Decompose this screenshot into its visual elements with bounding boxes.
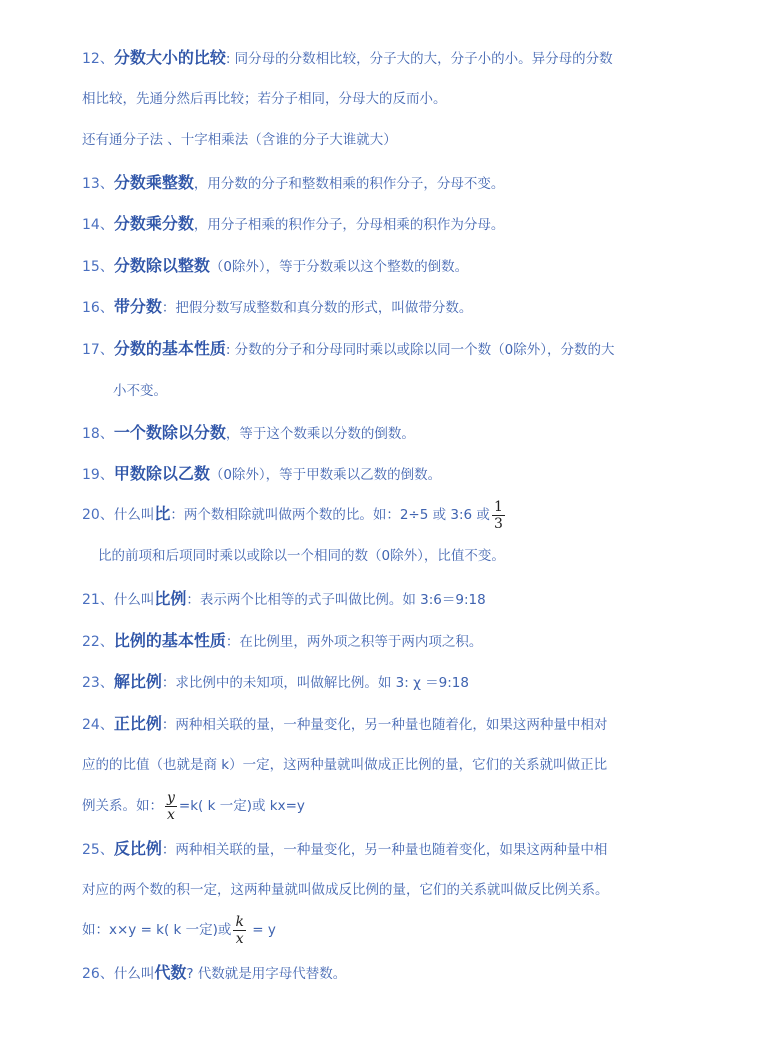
item-16 bbox=[82, 297, 472, 318]
item-17 bbox=[82, 339, 615, 360]
item-number: 22、 bbox=[82, 634, 114, 650]
fraction-denominator: x bbox=[235, 930, 244, 947]
item-12 bbox=[82, 48, 613, 69]
item-number: 15、 bbox=[82, 259, 114, 275]
fraction-one-third bbox=[492, 499, 505, 532]
item-term: 分数乘整数 bbox=[113, 173, 194, 192]
fraction-denominator: x bbox=[167, 806, 175, 823]
item-text: ，等于这个数乘以分数的倒数。 bbox=[225, 426, 415, 442]
item-13 bbox=[82, 173, 504, 194]
item-number: 23、 bbox=[82, 675, 114, 691]
fraction-numerator: 1 bbox=[493, 498, 503, 515]
item-23 bbox=[82, 672, 469, 693]
item-26 bbox=[82, 963, 346, 984]
item-text: ：两个数相除就叫做两个数的比。如：2÷5 或 3:6 或 bbox=[170, 507, 490, 523]
item-text: : 分数的分子和分母同时乘以或除以同一个数（0除外），分数的大 bbox=[225, 342, 615, 358]
item-text: （0除外），等于甲数乘以乙数的倒数。 bbox=[209, 467, 442, 483]
fraction-k-over-x bbox=[233, 914, 245, 947]
item-12-line2: 相比较，先通分然后再比较；若分子相同，分母大的反而小。 bbox=[82, 91, 447, 107]
item-20-line2: 比的前项和后项同时乘以或除以一个相同的数（0除外），比值不变。 bbox=[98, 548, 505, 564]
item-number: 20、 bbox=[82, 507, 114, 523]
item-text: ：把假分数写成整数和真分数的形式，叫做带分数。 bbox=[161, 300, 473, 316]
item-text: ：求比例中的未知项，叫做解比例。如 3: χ ＝9:18 bbox=[161, 675, 469, 691]
item-17-line2: 小不变。 bbox=[113, 383, 167, 399]
item-text: 如：x×y = k( k 一定)或 bbox=[82, 922, 232, 938]
item-text: : 同分母的分数相比较，分子大的大，分子小的小。异分母的分数 bbox=[225, 51, 613, 67]
item-24-line2: 应的的比值（也就是商 k）一定，这两种量就叫做成正比例的量，它们的关系就叫做正比 bbox=[82, 757, 608, 773]
item-20 bbox=[82, 496, 507, 533]
item-number: 13、 bbox=[82, 176, 114, 192]
item-21 bbox=[82, 589, 486, 610]
item-term: 解比例 bbox=[113, 672, 162, 691]
item-number: 16、 bbox=[82, 300, 114, 316]
item-text: 例关系。如： bbox=[82, 798, 163, 814]
item-term: 一个数除以分数 bbox=[113, 423, 226, 442]
item-text: ：在比例里，两外项之积等于两内项之积。 bbox=[225, 634, 483, 650]
item-number: 19、 bbox=[82, 467, 114, 483]
item-18 bbox=[82, 423, 415, 444]
item-24-line3 bbox=[82, 788, 305, 824]
item-term: 正比例 bbox=[113, 714, 162, 733]
item-number: 26、 bbox=[82, 966, 114, 982]
item-14 bbox=[82, 214, 504, 235]
item-term: 分数乘分数 bbox=[113, 214, 194, 233]
item-15 bbox=[82, 256, 468, 277]
item-12-line3: 还有通分子法 、十字相乘法（含谁的分子大谁就大） bbox=[82, 132, 397, 148]
item-25-line2: 对应的两个数的积一定，这两种量就叫做成反比例的量，它们的关系就叫做反比例关系。 bbox=[82, 882, 609, 898]
item-term: 反比例 bbox=[113, 839, 162, 858]
item-term: 比 bbox=[154, 504, 171, 523]
item-term: 分数大小的比较 bbox=[113, 48, 226, 67]
fraction-y-over-x bbox=[165, 790, 177, 823]
item-prefix: 什么叫 bbox=[113, 592, 155, 608]
item-text: ：两种相关联的量，一种量变化，另一种量也随着变化，如果这两种量中相 bbox=[161, 842, 608, 858]
item-text: ? 代数就是用字母代替数。 bbox=[186, 966, 347, 982]
item-term: 比例 bbox=[154, 589, 187, 608]
item-number: 21、 bbox=[82, 592, 114, 608]
item-term: 分数的基本性质 bbox=[113, 339, 226, 358]
item-text: = y bbox=[247, 922, 276, 938]
item-text: ，用分数的分子和整数相乘的积作分子，分母不变。 bbox=[193, 176, 505, 192]
item-text: =k( k 一定)或 kx=y bbox=[178, 798, 305, 814]
item-prefix: 什么叫 bbox=[113, 966, 155, 982]
item-number: 12、 bbox=[82, 51, 114, 67]
fraction-numerator: k bbox=[235, 913, 244, 930]
item-term: 带分数 bbox=[113, 297, 162, 316]
item-number: 24、 bbox=[82, 717, 114, 733]
item-number: 25、 bbox=[82, 842, 114, 858]
item-text: ：表示两个比相等的式子叫做比例。如 3:6＝9:18 bbox=[186, 592, 486, 608]
item-19 bbox=[82, 464, 441, 485]
item-term: 比例的基本性质 bbox=[113, 631, 226, 650]
item-22 bbox=[82, 631, 482, 652]
item-25-line3 bbox=[82, 912, 276, 948]
item-prefix: 什么叫 bbox=[113, 507, 155, 523]
item-text: （0除外），等于分数乘以这个整数的倒数。 bbox=[209, 259, 469, 275]
item-term: 代数 bbox=[154, 963, 187, 982]
item-number: 18、 bbox=[82, 426, 114, 442]
item-number: 17、 bbox=[82, 342, 114, 358]
fraction-numerator: y bbox=[167, 789, 175, 806]
item-24 bbox=[82, 714, 607, 735]
item-number: 14、 bbox=[82, 217, 114, 233]
item-text: ：两种相关联的量，一种量变化，另一种量也随着化，如果这两种量中相对 bbox=[161, 717, 608, 733]
fraction-denominator: 3 bbox=[493, 515, 503, 532]
item-term: 甲数除以乙数 bbox=[113, 464, 210, 483]
item-term: 分数除以整数 bbox=[113, 256, 210, 275]
item-text: ，用分子相乘的积作分子，分母相乘的积作为分母。 bbox=[193, 217, 505, 233]
item-25 bbox=[82, 839, 607, 860]
